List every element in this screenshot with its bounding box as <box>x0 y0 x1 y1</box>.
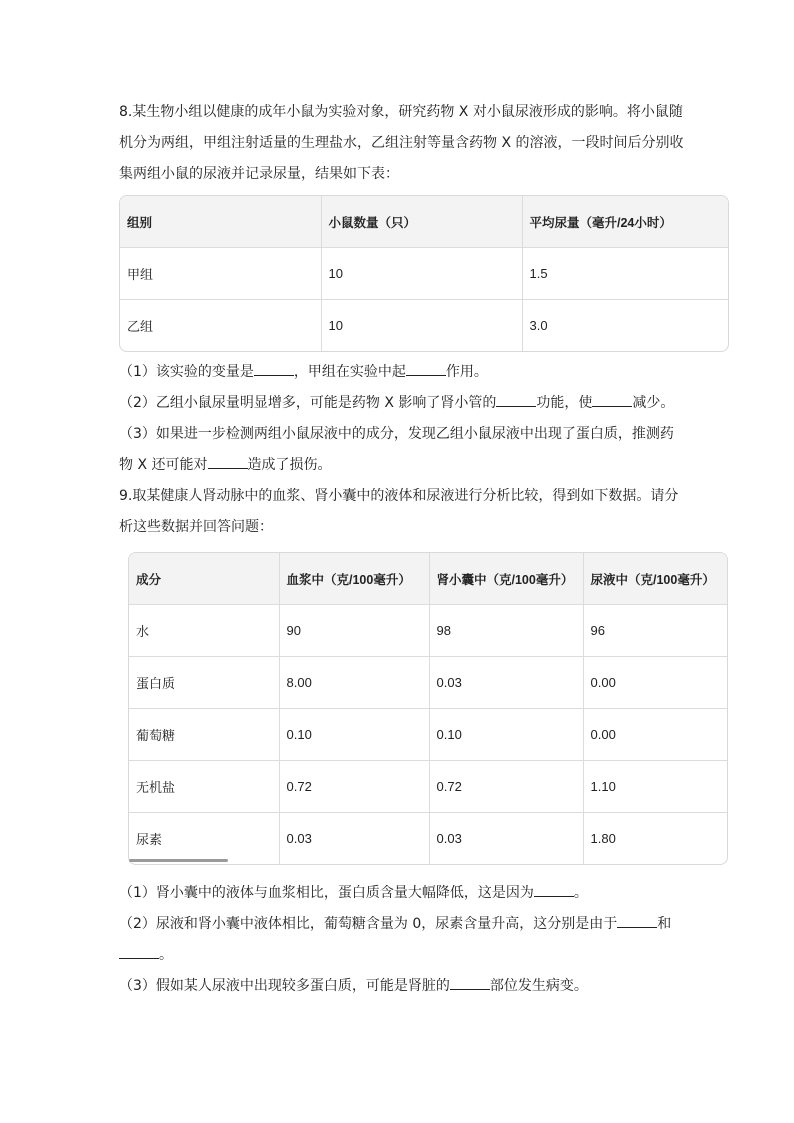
table-cell: 蛋白质 <box>129 657 279 709</box>
q8-sub1 <box>119 357 679 388</box>
q9-intro-line: 析这些数据并回答问题： <box>119 519 273 535</box>
table-cell: 0.10 <box>279 709 429 761</box>
text-segment: （2）乙组小鼠尿量明显增多，可能是药物 X 影响了肾小管的 <box>119 395 497 411</box>
table-cell: 甲组 <box>120 248 321 300</box>
table-row <box>129 709 727 761</box>
q8-subquestions <box>119 357 679 481</box>
table-cell: 1.10 <box>583 761 727 813</box>
q9-sub1 <box>119 878 679 909</box>
table-row <box>120 248 728 300</box>
answer-blank <box>450 975 490 990</box>
answer-blank <box>208 454 248 469</box>
text-segment: 。 <box>573 885 588 901</box>
table-cell: 96 <box>583 605 727 657</box>
table-cell: 无机盐 <box>129 761 279 813</box>
table-header-cell: 成分 <box>129 553 279 605</box>
text-segment: 减少。 <box>632 395 675 411</box>
q9-sub3 <box>119 971 679 1002</box>
table-cell: 8.00 <box>279 657 429 709</box>
text-segment: （3）假如某人尿液中出现较多蛋白质，可能是肾脏的 <box>119 978 450 994</box>
text-segment: （1）肾小囊中的液体与血浆相比，蛋白质含量大幅降低，这是因为 <box>119 885 534 901</box>
table-row <box>129 605 727 657</box>
table-horizontal-scrollbar[interactable] <box>129 859 228 862</box>
table-row <box>129 657 727 709</box>
answer-blank <box>254 361 294 376</box>
q8-intro-line: 集两组小鼠的尿液并记录尿量，结果如下表： <box>119 166 399 182</box>
table-row <box>129 813 727 865</box>
table-cell: 尿素 <box>129 813 279 865</box>
table-header-cell: 平均尿量（毫升/24小时） <box>522 196 728 248</box>
q8-table <box>119 195 729 352</box>
text-segment: （1）该实验的变量是 <box>119 364 254 380</box>
q8-sub2 <box>119 388 679 419</box>
answer-blank <box>592 392 632 407</box>
table-cell: 乙组 <box>120 300 321 352</box>
q8-intro <box>119 97 684 190</box>
text-segment: （2）尿液和肾小囊中液体相比，葡萄糖含量为 0，尿素含量升高，这分别是由于 <box>119 916 618 932</box>
table-cell: 0.72 <box>429 761 583 813</box>
text-segment: 造成了损伤。 <box>247 457 332 473</box>
table-header-row <box>129 553 727 605</box>
table-cell: 0.03 <box>279 813 429 865</box>
q9-intro-line: 9.取某健康人肾动脉中的血浆、肾小囊中的液体和尿液进行分析比较，得到如下数据。请分 <box>119 488 679 504</box>
table-header-row <box>120 196 728 248</box>
table-cell: 98 <box>429 605 583 657</box>
answer-blank <box>534 882 574 897</box>
table-header-cell: 组别 <box>120 196 321 248</box>
q9-sub2-cont <box>119 940 679 971</box>
table-row <box>120 300 728 352</box>
table-cell: 0.10 <box>429 709 583 761</box>
table-row <box>129 761 727 813</box>
table-cell: 3.0 <box>529 318 548 333</box>
table-cell: 0.03 <box>429 657 583 709</box>
table-cell: 10 <box>321 248 522 300</box>
table-cell: 葡萄糖 <box>129 709 279 761</box>
table-cell: 0.00 <box>583 709 727 761</box>
text-segment: 和 <box>657 916 672 932</box>
q9-table <box>128 552 728 865</box>
q8-intro-line: 机分为两组，甲组注射适量的生理盐水，乙组注射等量含药物 X 的溶液，一段时间后分别收 <box>119 135 684 151</box>
table-cell: 90 <box>279 605 429 657</box>
text-segment: ，甲组在实验中起 <box>293 364 406 380</box>
text-segment: 部位发生病变。 <box>489 978 588 994</box>
q8-sub3: （3）如果进一步检测两组小鼠尿液中的成分，发现乙组小鼠尿液中出现了蛋白质，推测药 <box>119 426 674 442</box>
table-cell: 1.5 <box>522 248 728 300</box>
table-cell: 0.00 <box>583 657 727 709</box>
table-cell: 水 <box>129 605 279 657</box>
text-segment: 作用。 <box>445 364 488 380</box>
table-cell: 0.03 <box>429 813 583 865</box>
answer-blank <box>617 913 657 928</box>
table-cell: 1.80 <box>590 831 616 846</box>
table-header-cell: 小鼠数量（只） <box>321 196 522 248</box>
q9-subquestions <box>119 878 679 1002</box>
table-cell: 0.72 <box>279 761 429 813</box>
q8-intro-line: 8.某生物小组以健康的成年小鼠为实验对象，研究药物 X 对小鼠尿液形成的影响。将小鼠随 <box>119 104 683 120</box>
table-cell: 10 <box>321 300 522 352</box>
q8-sub3-cont <box>119 450 679 481</box>
q9-intro <box>119 481 679 543</box>
answer-blank <box>119 944 159 959</box>
text-segment: 物 X 还可能对 <box>119 457 208 473</box>
text-segment: 。 <box>159 947 173 963</box>
text-segment: 功能，使 <box>536 395 593 411</box>
table-header-cell: 血浆中（克/100毫升） <box>279 553 429 605</box>
table-header-cell: 尿液中（克/100毫升） <box>583 553 727 605</box>
answer-blank <box>406 361 446 376</box>
answer-blank <box>496 392 536 407</box>
q9-sub2 <box>119 909 679 940</box>
table-header-cell: 肾小囊中（克/100毫升） <box>429 553 583 605</box>
